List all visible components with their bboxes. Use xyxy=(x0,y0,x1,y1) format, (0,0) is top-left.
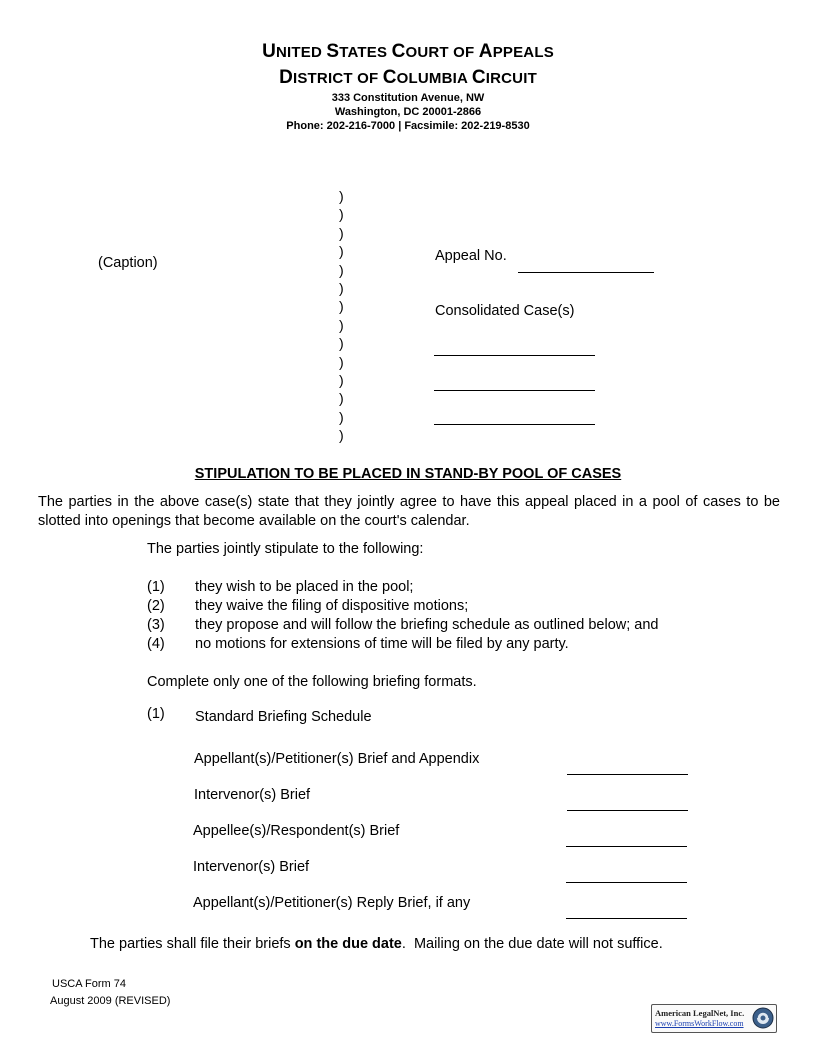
caption-paren: ) xyxy=(339,206,344,223)
schedule-row-label: Appellant(s)/Petitioner(s) Brief and Appendix xyxy=(194,751,480,767)
court-name-capital: D xyxy=(279,67,293,88)
stipulation-lead: The parties jointly stipulate to the following: xyxy=(147,541,424,557)
schedule-date-field-5[interactable] xyxy=(566,918,687,919)
caption-paren: ) xyxy=(339,243,344,260)
caption-paren: ) xyxy=(339,335,344,352)
caption-paren: ) xyxy=(339,298,344,315)
caption-parentheses xyxy=(339,187,344,445)
schedule-row-label: Appellee(s)/Respondent(s) Brief xyxy=(193,823,400,839)
court-name-word: PPEALS xyxy=(492,44,554,61)
form-name: USCA Form 74 xyxy=(52,978,126,990)
caption-paren: ) xyxy=(339,316,344,333)
caption-paren: ) xyxy=(339,353,344,370)
schedule-row-label: Intervenor(s) Brief xyxy=(193,859,310,875)
schedule-date-field-1[interactable] xyxy=(567,774,688,775)
address-line2: Washington, DC 20001-2866 xyxy=(334,106,482,118)
list-item: they propose and will follow the briefing schedule as outlined below; and xyxy=(195,617,659,633)
court-name-capital: A xyxy=(478,41,493,62)
court-name-capital: U xyxy=(262,41,277,62)
due-date-notice: The parties shall file their briefs on the due date. Mailing on the due date will not suffice. xyxy=(90,936,663,952)
logo-company: American LegalNet, Inc. xyxy=(655,1008,745,1018)
court-name-line2 xyxy=(0,67,816,89)
schedule-date-field-4[interactable] xyxy=(566,882,687,883)
schedule-row-label: Appellant(s)/Petitioner(s) Reply Brief, if any xyxy=(193,895,471,911)
consolidated-cases-label: Consolidated Case(s) xyxy=(435,303,575,319)
legalnet-logo[interactable] xyxy=(651,1004,777,1033)
caption-paren: ) xyxy=(339,224,344,241)
list-item: no motions for extensions of time will be filed by any party. xyxy=(195,636,569,652)
stipulation-intro: The parties in the above case(s) state that they jointly agree to have this appeal placed in a pool of cases to be slotted into openings that become available on the court's calendar. xyxy=(38,494,780,529)
caption-paren: ) xyxy=(339,427,344,444)
consolidated-case-field-2[interactable] xyxy=(434,390,595,391)
consolidated-case-field-1[interactable] xyxy=(434,355,595,356)
consolidated-case-field-3[interactable] xyxy=(434,424,595,425)
complete-one-instruction: Complete only one of the following briefing formats. xyxy=(147,674,477,690)
court-name-word: IRCUIT xyxy=(485,70,537,87)
court-name-word: TATES xyxy=(339,44,392,61)
globe-icon xyxy=(752,1007,774,1029)
court-name-word: ISTRICT OF xyxy=(292,70,383,87)
caption-paren: ) xyxy=(339,261,344,278)
caption-paren: ) xyxy=(339,188,344,204)
court-name-capital: C xyxy=(382,67,397,88)
court-name-capital: S xyxy=(326,41,340,62)
list-item-number: (2) xyxy=(147,598,165,614)
list-item-number: (4) xyxy=(147,636,165,652)
list-item: they wish to be placed in the pool; xyxy=(195,579,414,595)
schedule-row-label: Intervenor(s) Brief xyxy=(194,787,311,803)
caption-paren: ) xyxy=(339,372,344,389)
appeal-no-label: Appeal No. xyxy=(435,248,507,264)
appeal-no-field[interactable] xyxy=(518,272,654,273)
court-name-line1 xyxy=(0,41,816,63)
schedule-date-field-2[interactable] xyxy=(567,810,688,811)
list-item-number: (3) xyxy=(147,617,165,633)
caption-paren: ) xyxy=(339,280,344,297)
court-name-capital: C xyxy=(391,41,406,62)
court-name-word: NITED xyxy=(276,44,327,61)
list-item-number: (1) xyxy=(147,579,165,595)
phone-line: Phone: 202-216-7000 | Facsimile: 202-219-8530 xyxy=(286,120,530,132)
schedule-title: Standard Briefing Schedule xyxy=(195,709,372,725)
schedule-number: (1) xyxy=(147,706,165,722)
schedule-date-field-3[interactable] xyxy=(566,846,687,847)
court-name-capital: C xyxy=(471,67,486,88)
caption-label: (Caption) xyxy=(98,255,158,271)
court-name-word: OURT OF xyxy=(405,44,479,61)
caption-paren: ) xyxy=(339,408,344,425)
form-revision: August 2009 (REVISED) xyxy=(50,995,171,1007)
address-line1: 333 Constitution Avenue, NW xyxy=(331,92,485,104)
caption-paren: ) xyxy=(339,390,344,407)
stipulation-title: STIPULATION TO BE PLACED IN STAND-BY POOL OF CASES xyxy=(194,466,622,482)
list-item: they waive the filing of dispositive motions; xyxy=(195,598,469,614)
logo-url[interactable]: www.FormsWorkFlow.com xyxy=(655,1019,744,1028)
court-name-word: OLUMBIA xyxy=(396,70,472,87)
